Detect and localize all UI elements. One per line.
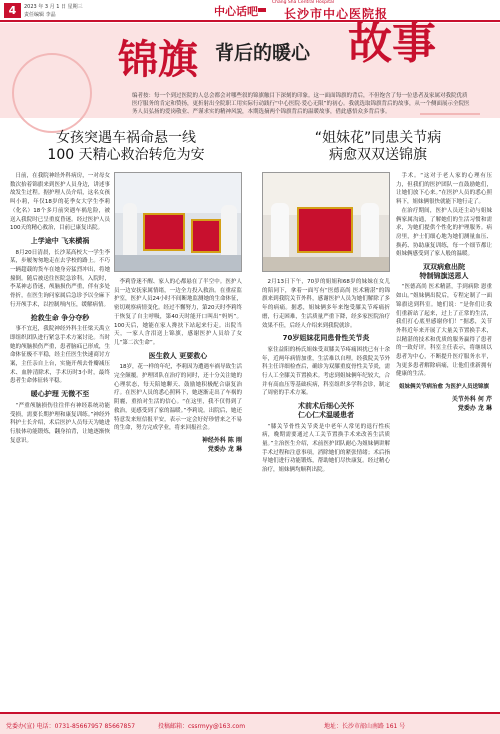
left-article-col2 xyxy=(114,278,242,708)
footer-address: 地址：长沙市韶山南路 161 号 xyxy=(324,723,406,730)
right-article-col2 xyxy=(396,172,492,708)
right-article-col1 xyxy=(262,278,390,708)
paragraph: 18岁，花一样的年纪，李莉因为遭遇车祸导致生活完全颠覆。护理团队在治疗的同时，还十分关注她的心理状态，每天陪她聊天、鼓励她积极配合康复治疗。在医护人员的悉心照料下，她逐渐走出了车祸的阴霾，重拾对生活的信心。“在这里，我不仅得到了救治，更感受到了家的温暖。”李莉说。出院后，她还特意发来短信报平安，表示一定会好好珍惜来之不易的生命，努力完成学业，将来回报社会。 xyxy=(114,364,242,432)
paragraph: “医德高尚 医术精湛，手到病除 恩重如山。”姐妹俩出院后，专程定制了一面锦旗送到科室。她们说：“是你们让我们重新站了起来，过上了正常的生活，我们打心底里感谢你们！”据悉，关节外科近年来开展了大量关节置换手术，以精湛的技术和优质的服务赢得了患者的一致好评。科室主任表示，将继续以患者为中心，不断提升医疗服务水平，为更多患者解除病痛，让他们重新拥有健康的生活。 xyxy=(396,284,492,378)
paragraph: 2月13日下午，70岁的姐姐和68岁的妹妹在女儿的陪同下，拿着一面写有“医德高尚 医术精湛”的锦旗来到我院关节外科，感谢医护人员为她们解除了多年的病痛。据悉，姐妹俩多年来饱受膝关节疼痛折磨，行走困难，生活质量严重下降，经多家医院治疗效果不佳，后经人介绍来到我院就诊。 xyxy=(262,279,390,329)
paragraph: 手术。“这对于老人家的心理有压力，但我们的医护团队一直鼓励她们，让她们放下心来。”在医护人员的悉心照料下，姐妹俩很快就能下地行走了。 xyxy=(396,173,492,206)
paragraph: 8月20日清晨，长沙某高校大一学生李某，步履匆匆地走在去学校的路上。不巧一辆超载的货车在她身旁猛烈冲出，将她撞倒。随后被送往医院急诊科。入院时，李某神志昏迷，颅脑损伤严重，伴有多处骨折，在医生询问家属后急诊予以全麻下行开颅手术，以控制颅内压，缓解病情。 xyxy=(10,249,110,308)
page-footer xyxy=(0,712,500,734)
subheading: 70岁姐妹花同患骨性关节炎 xyxy=(282,334,370,343)
masthead-english: Chang Sha Central Hospital xyxy=(272,0,334,5)
paragraph: 日前，在我院神经外科病房，一对母女数次抬着锦旗来到医护人员身边，讲述事故发生过程。据护理人员介绍，这名女孩叫小莉，年仅18岁的花季女大学生李莉（化名）18个多月前突遇车祸危险，被送入我院时已呈重度昏迷。经过医护人员100天的精心救治，目前已康复出院。 xyxy=(10,173,110,232)
editor-note: 编者按：每一个到过医院的人总会都会对哪些叙的锦旗触目下深刻的印象。这一面面锦旗的背后，不但饱含了每一位患者及家属对我院优质医疗服务的肯定和赞扬，更折射出全院职工用实际行动践行“中心医院·爱心无限”的初心。我就选取锦旗背后的故事，从一个侧面展示全院医务人员弘扬的爱岗敬业、严谨求实的精神风貌，本期选摘两个锦旗背后的温暖故事，借此感悟众多背后事。 xyxy=(132,93,470,115)
masthead-logo: 长沙市中心医院报 xyxy=(284,7,389,21)
right-article-headline: “姐妹花”同患关节病 病愈双双送锦旗 xyxy=(314,130,442,163)
issue-date: 2023 年 3 月 1 日 星期三 xyxy=(24,4,83,10)
subheading: 术前术后细心关怀 仁心仁术温暖患者 xyxy=(298,402,354,419)
subheading: 上学途中 飞来横祸 xyxy=(30,236,90,245)
banner-title-warmth: 背后的暖心 xyxy=(215,42,311,64)
editor-credit: 责任编辑 李晶 xyxy=(24,12,56,18)
subheading: 抢救生命 争分夺秒 xyxy=(30,313,90,322)
subheading: 双双病愈出院 特制锦旗送恩人 xyxy=(419,263,469,280)
byline: 神经外科 陈 刚 党委办 龙 琳 xyxy=(201,436,242,453)
paragraph: “膝关节骨性关节炎是中老年人常见的退行性疾病，晚期需要通过人工关节置换手术来改善生活质量。”主治医生介绍，术前医护团队耐心为姐妹俩讲解手术过程和注意事项，消除她们的紧张情绪；术后指导她们进行功能锻炼，帮助她们尽快康复。经过精心治疗，姐妹俩均顺利出院。 xyxy=(262,423,390,474)
footer-contact: 党委办(宣) 电话：0731-85667957 85667857 xyxy=(6,723,136,730)
byline: 关节外科 何 芹 党委办 龙 琳 xyxy=(451,395,492,412)
banner-title-story: 故事 xyxy=(348,18,436,69)
subheading: 暖心护理 无微不至 xyxy=(30,390,90,399)
decorative-circle xyxy=(12,53,92,133)
left-article-headline: 女孩突遇车祸命悬一线 100 天精心救治转危为安 xyxy=(47,130,205,163)
left-article-photo xyxy=(114,172,242,272)
section-bar xyxy=(258,8,266,12)
page-number: 4 xyxy=(4,3,21,18)
paragraph: “严重颅脑损伤往往伴有神经系统功能受损，需要长期护理和康复训练。”神经外科护士长介绍，术后医护人员每天为她进行肢体功能锻炼，翻身拍背，让她逐渐恢复意识。 xyxy=(10,402,110,444)
right-article-photo xyxy=(262,172,390,272)
photo-caption: 姐妹俩关节病治愈 为医护人员送锦旗 xyxy=(399,384,489,391)
paragraph: 家住益阳的杨氏姐妹受双膝关节疼痛困扰已有十余年，近两年病情加重，生活难以自理。经我院关节外科主任详细检查后，确诊为双膝重度骨性关节炎，需行人工全膝关节置换术。考虑到姐妹俩年纪较大，合并有高血压等基础疾病，科室组织多学科会诊，制定了周密的手术方案。 xyxy=(262,346,390,397)
section-title: 中心话吧 xyxy=(214,5,258,18)
paragraph: 在治疗期间，医护人员还主动与姐妹俩家属沟通，了解她们的生活习惯和需求，为她们提供个性化的护理服务。病房里，护士们细心地为她们测量血压、换药、协助康复训练，每一个细节都让姐妹俩感受到了家人般的温暖。 xyxy=(396,207,492,258)
subheading: 医生救人 更要救心 xyxy=(148,351,208,360)
left-article-col1 xyxy=(10,172,110,708)
paragraph: 事不宜迟，我院神经外科主任梁天禹立即组织团队进行紧急手术方案讨论。当时她的颅脑损伤严重，患者脑疝已形成，生命体征极不平稳，经主任医生快速商讨方案，主任亲自上台，实施开颅去骨瓣减压术、血肿清除术，手术历时3小时，最终患者生命体征转平稳。 xyxy=(10,326,110,385)
banner-title-flag: 锦旗 xyxy=(118,36,198,83)
paragraph: 李莉昏迷不醒、家人的心都悬在了半空中。医护人员一边安抚家属情绪，一边全力投入救治。在重症监护室，医护人员24小时不间断地监测她的生命体征，密切观察病情变化。经过不懈努力，第20天时李莉终于恢复了自主呼吸，第40天时能开口叫出“妈妈”。100天后，她能在家人搀扶下站起来行走。出院当天，一家人含泪送上锦旗，感谢医护人员给了女儿“第二次生命”。 xyxy=(114,279,242,346)
footer-email: 投稿邮箱：cssrmyy@163.com xyxy=(158,723,246,730)
